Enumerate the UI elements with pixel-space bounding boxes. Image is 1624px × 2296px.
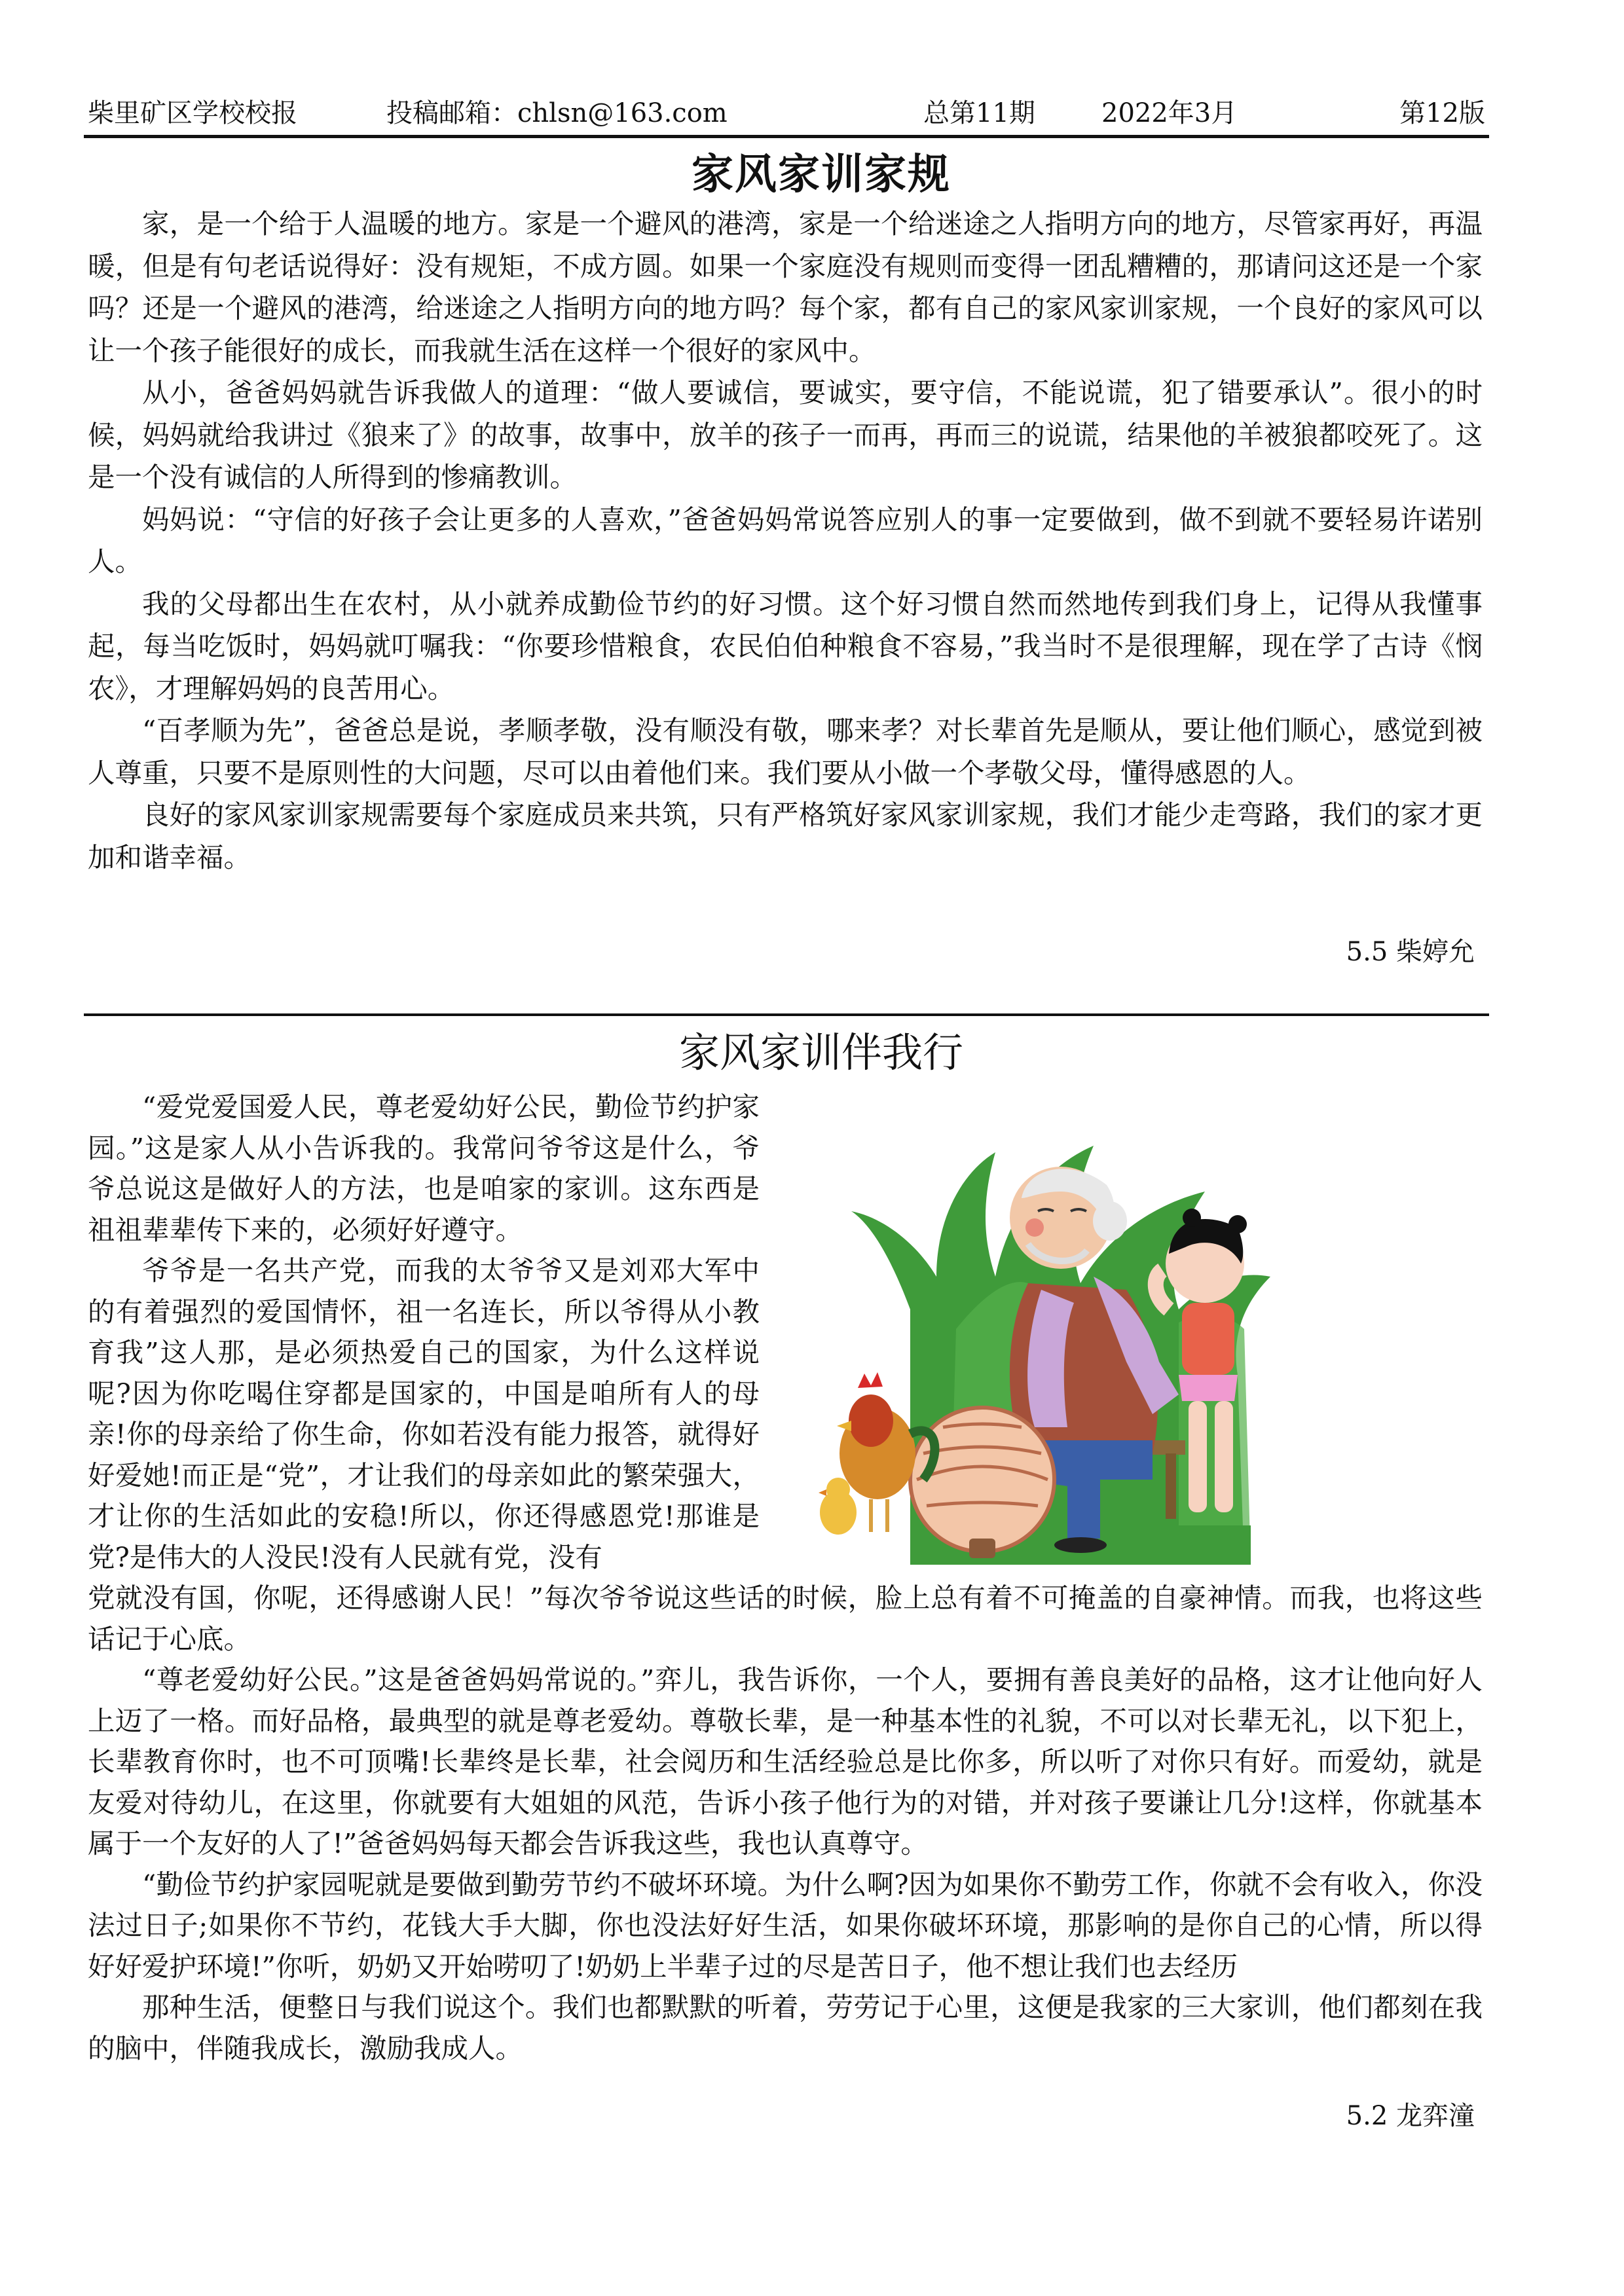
header-rule bbox=[84, 135, 1489, 138]
page-number: 第12版 bbox=[1399, 98, 1485, 128]
paper-name: 柴里矿区学校校报 bbox=[88, 98, 297, 128]
article1-paragraph: 良好的家风家训家规需要每个家庭成员来共筑，只有严格筑好家风家训家规，我们才能少走弯路，我们的家才更加和谐幸福。 bbox=[88, 799, 1483, 873]
submission-email: 投稿邮箱：chlsn@163.com bbox=[386, 98, 728, 128]
article2-paragraph: “勤俭节约护家园呢就是要做到勤劳节约不破坏环境。为什么啊?因为如果你不勤劳工作，你就不会有收入，你没法过日子;如果你不节约，花钱大手大脚，你也没法好好生活，如果你破坏环境，那影响的是你自己的心情，所以得好好爱护环境!”你听，奶奶又开始唠叨了!奶奶上半辈子过的尽是苦日子，他不想让我们也去经历 bbox=[88, 1868, 1483, 1982]
article1-body bbox=[88, 203, 1483, 879]
grandfather-child-illustration bbox=[812, 1113, 1310, 1571]
article2-paragraph: “爱党爱国爱人民，尊老爱幼好公民，勤俭节约护家园。”这是家人从小告诉我的。我常问爷爷这是什么，爷爷总说这是做好人的方法，也是咱家的家训。这东西是祖祖辈辈传下来的，必须好好遵守。 bbox=[88, 1091, 760, 1246]
article1-paragraph: 我的父母都出生在农村，从小就养成勤俭节约的好习惯。这个好习惯自然而然地传到我们身上，记得从我懂事起，每当吃饭时，妈妈就叮嘱我：“你要珍惜粮食，农民伯伯种粮食不容易，”我当时不是很理解，现在学了古诗《悯农》，才理解妈妈的良苦用心。 bbox=[88, 587, 1483, 704]
article1-byline: 5.5 柴婷允 bbox=[1346, 937, 1475, 967]
chick-icon bbox=[819, 1478, 857, 1535]
article2-paragraph: 党就没有国，你呢，还得感谢人民！”每次爷爷说这些话的时候，脸上总有着不可掩盖的自豪神情。而我，也将这些话记于心底。 bbox=[88, 1582, 1483, 1655]
article2-byline: 5.2 龙弈潼 bbox=[1346, 2101, 1475, 2131]
article1-paragraph: “百孝顺为先”，爸爸总是说，孝顺孝敬，没有顺没有敬，哪来孝？对长辈首先是顺从，要让他们顺心，感觉到被人尊重，只要不是原则性的大问题，尽可以由着他们来。我们要从小做一个孝敬父母，懂得感恩的人。 bbox=[88, 714, 1483, 789]
article2-column-text bbox=[88, 1087, 760, 1578]
article2-title: 家风家训伴我行 bbox=[678, 1029, 963, 1076]
article2-paragraph: “尊老爱幼好公民。”这是爸爸妈妈常说的。”弈儿，我告诉你，一个人，要拥有善良美好的品格，这才让他向好人上迈了一格。而好品格，最典型的就是尊老爱幼。尊敬长辈，是一种基本性的礼貌，不可以对长辈无礼，以下犯上，长辈教育你时，也不可顶嘴!长辈终是长辈，社会阅历和生活经验总是比你多，所以听了对你只有好。而爱幼，就是友爱对待幼儿，在这里，你就要有大姐姐的风范，告诉小孩子他行为的对错，并对孩子要谦让几分!这样，你就基本属于一个友好的人了!”爸爸妈妈每天都会告诉我这些，我也认真尊守。 bbox=[88, 1664, 1483, 1859]
article2-paragraph: 爷爷是一名共产党，而我的太爷爷又是刘邓大军中的有着强烈的爱国情怀，祖一名连长，所以爷得从小教育我”这人那，是必须热爱自己的国家，为什么这样说呢?因为你吃喝住穿都是国家的，中国是咱所有人的母亲!你的母亲给了你生命，你如若没有能力报答，就得好好爱她!而正是“党”，才让我们的母亲如此的繁荣强大，才让你的生活如此的安稳!所以，你还得感恩党!那谁是党?是伟大的人没民!没有人民就有党，没有 bbox=[88, 1254, 760, 1573]
article1-paragraph: 从小，爸爸妈妈就告诉我做人的道理：“做人要诚信，要诚实，要守信，不能说谎，犯了错要承认”。很小的时候，妈妈就给我讲过《狼来了》的故事，故事中，放羊的孩子一而再，再而三的说谎，结果他的羊被狼都咬死了。这是一个没有诚信的人所得到的惨痛教训。 bbox=[88, 376, 1483, 493]
article2-paragraph: 那种生活，便整日与我们说这个。我们也都默默的听着，劳劳记于心里，这便是我家的三大家训，他们都刻在我的脑中，伴随我成长，激励我成人。 bbox=[88, 1991, 1483, 2064]
masthead bbox=[88, 90, 1485, 136]
section-divider bbox=[84, 1013, 1489, 1016]
issue-number: 总第11期 bbox=[923, 98, 1035, 128]
issue-date: 2022年3月 bbox=[1101, 98, 1238, 128]
article1-title: 家风家训家规 bbox=[692, 151, 951, 199]
article1-paragraph: 家，是一个给于人温暖的地方。家是一个避风的港湾，家是一个给迷途之人指明方向的地方，尽管家再好，再温暖，但是有句老话说得好：没有规矩，不成方圆。如果一个家庭没有规则而变得一团乱糟糟的，那请问这还是一个家吗？还是一个避风的港湾，给迷途之人指明方向的地方吗？每个家，都有自己的家风家训家规，一个良好的家风可以让一个孩子能很好的成长，而我就生活在这样一个很好的家风中。 bbox=[88, 208, 1483, 367]
article2-full-text bbox=[88, 1578, 1483, 2069]
article1-paragraph: 妈妈说：“守信的好孩子会让更多的人喜欢，”爸爸妈妈常说答应别人的事一定要做到，做不到就不要轻易许诺别人。 bbox=[88, 503, 1483, 577]
